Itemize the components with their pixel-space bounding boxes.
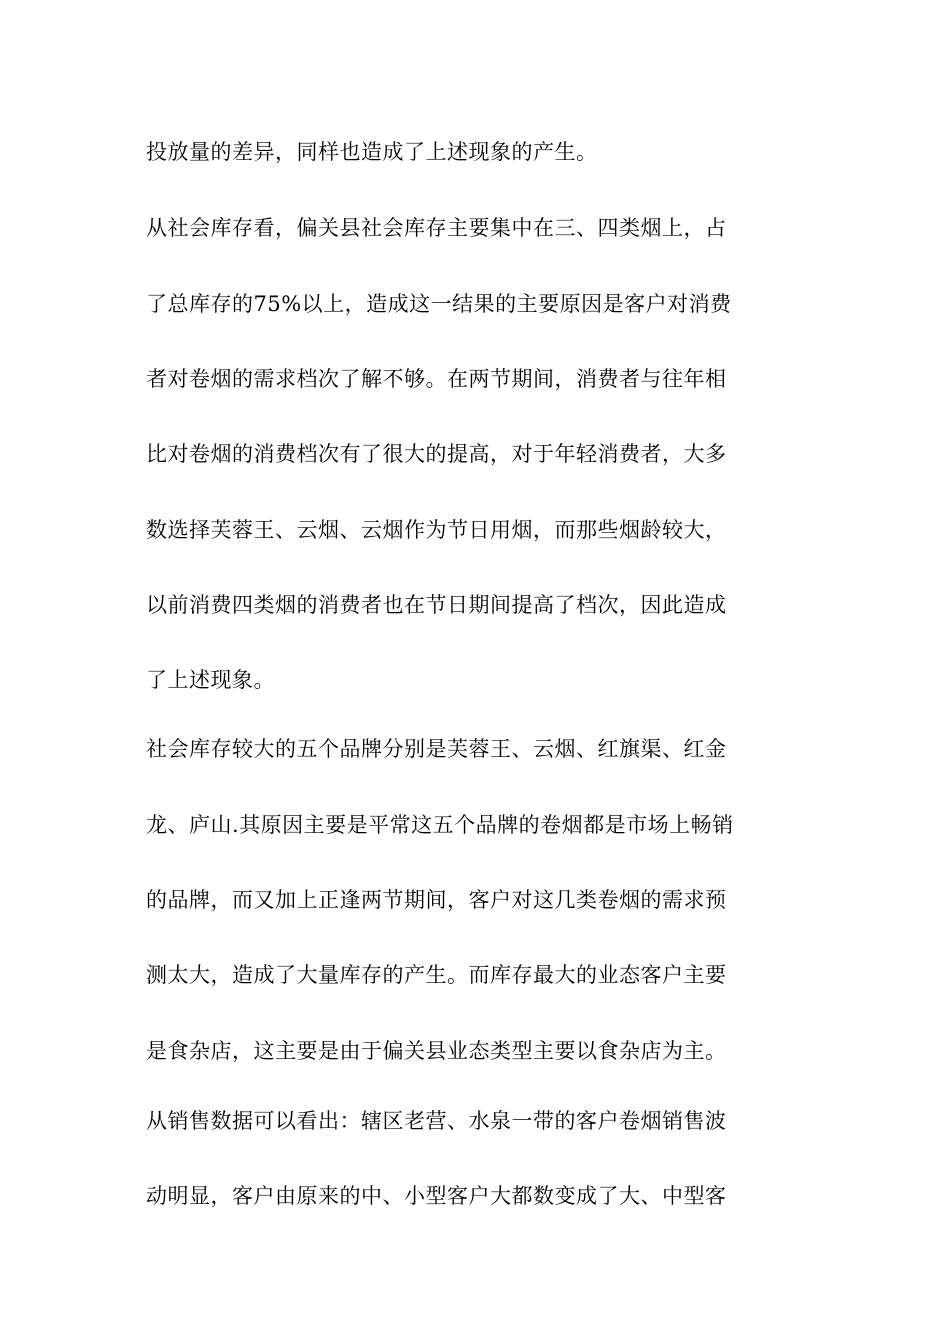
paragraph-3-line-3: 的品牌，而又加上正逢两节期间，客户对这几类卷烟的需求预 [146,888,727,912]
paragraph-3-line-4: 测太大，造成了大量库存的产生。而库存最大的业态客户主要 [146,963,727,987]
paragraph-2-line-1: 从社会库存看，偏关县社会库存主要集中在三、四类烟上，占 [146,216,727,240]
paragraph-2-line-3: 者对卷烟的需求档次了解不够。在两节期间，消费者与往年相 [146,367,727,391]
paragraph-4-line-2: 动明显，客户由原来的中、小型客户大都数变成了大、中型客 [146,1184,727,1208]
paragraph-3-line-1: 社会库存较大的五个品牌分别是芙蓉王、云烟、红旗渠、红金 [146,737,727,761]
paragraph-2-line-6: 以前消费四类烟的消费者也在节日期间提高了档次，因此造成 [146,593,727,617]
paragraph-2-line-4: 比对卷烟的消费档次有了很大的提高，对于年轻消费者，大多 [146,442,727,466]
paragraph-3-line-2: 龙、庐山.其原因主要是平常这五个品牌的卷烟都是市场上畅销 [146,813,734,837]
paragraph-2-line-5: 数选择芙蓉王、云烟、云烟作为节日用烟，而那些烟龄较大， [146,518,727,542]
paragraph-2-line-2: 了总库存的75%以上，造成这一结果的主要原因是客户对消费 [146,292,732,316]
paragraph-1-line-1: 投放量的差异，同样也造成了上述现象的产生。 [146,140,598,164]
paragraph-2-line-7: 了上述现象。 [146,668,275,692]
paragraph-3-line-5: 是食杂店，这主要是由于偏关县业态类型主要以食杂店为主。 [146,1039,727,1063]
paragraph-4-line-1: 从销售数据可以看出：辖区老营、水泉一带的客户卷烟销售波 [146,1109,727,1133]
